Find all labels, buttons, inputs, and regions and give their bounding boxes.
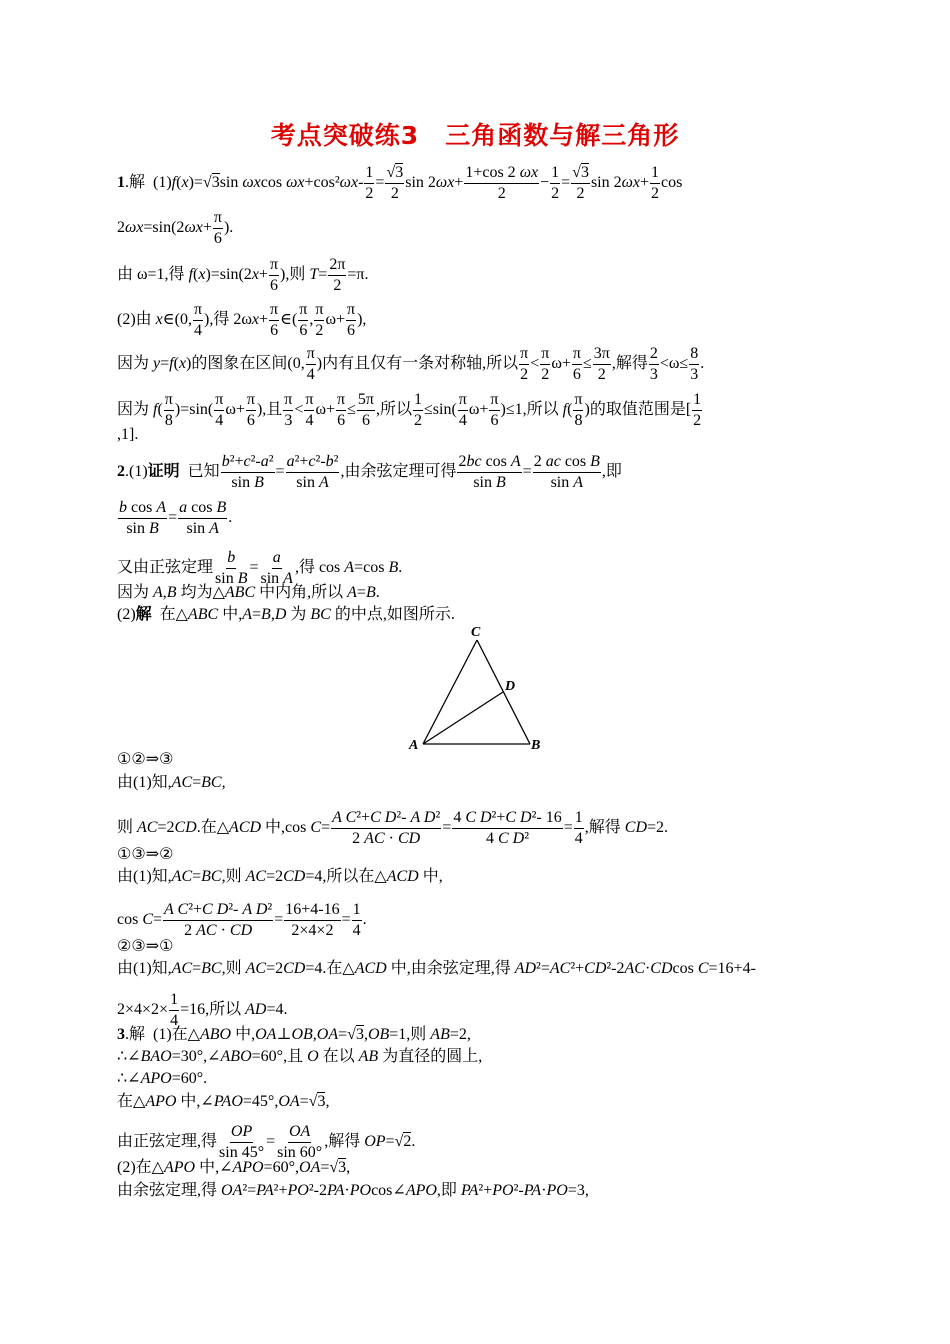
solution-1-line-4: (2)由 x∈(0, $\frac{\pi}{4}$ ),得 2ωx+ $\frac{\pi}{6}$ ∈( $\frac{\pi}{6}$ , $\frac{\pi}{2}$ ω+ $\frac{\pi}{6}$ ), bbox=[117, 301, 367, 339]
solution-3-line-7: 由余弦定理,得 OA²=PA²+PO²-2PA·POcos∠APO,即 PA²+PO²-PA·PO=3, bbox=[117, 1182, 589, 1199]
case-2-line-2: cos C= $\frac{\text{A C²+C D²- A D²}}{2 AC \cdot CD}$ = $\frac{16+4-16}{2\times 4\times 2}$ = $\frac{1}{4}$ . bbox=[117, 901, 367, 939]
solution-2-line-3: 又由正弦定理 $\frac{b}{\text{sin B}}$ = $\frac{a}{\text{sin A}}$ ,得 cos A=cos B. bbox=[117, 549, 403, 587]
label-B: B bbox=[531, 738, 541, 752]
case-3-line-1: 由(1)知,AC=BC,则 AC=2CD=4.在△ACD 中,由余弦定理,得 AD²=AC²+CD²-2AC·CDcos C=16+4- bbox=[117, 960, 756, 977]
solution-2-line-2: $\frac{\text{b cos A}}{\text{sin B}}$ = $\frac{\text{a cos B}}{\text{sin A}}$ . bbox=[119, 499, 233, 537]
label-D: D bbox=[505, 679, 516, 694]
label-C: C bbox=[471, 625, 481, 640]
solution-3-line-3: ∴∠APO=60°. bbox=[117, 1070, 208, 1087]
case-3-line-2: 2×4×2× $\frac{1}{4}$ =16,所以 AD=4. bbox=[117, 991, 288, 1029]
case-1-line-1: 由(1)知,AC=BC, bbox=[117, 774, 226, 791]
label-A: A bbox=[409, 738, 419, 752]
case-1-header: ①②⇒③ bbox=[117, 751, 174, 768]
side-BC bbox=[477, 640, 530, 744]
case-1-line-2: 则 AC=2CD.在△ACD 中,cos C= $\frac{\text{A C²+C D²- A D²}}{2 AC \cdot CD}$ = $\frac{\text{4 C D²+C D²- 16}}{\text{4 C D²}}$ = $\frac{1}{4}$ ,解得 CD=2. bbox=[117, 809, 669, 847]
segment-AD bbox=[423, 692, 503, 744]
case-2-header: ①③⇒② bbox=[117, 846, 174, 863]
solution-2-line-5: (2)解 在△ABC 中,A=B,D 为 BC 的中点,如图所示. bbox=[117, 606, 455, 623]
case-3-header: ②③⇒① bbox=[117, 938, 174, 955]
solution-1-line-6: 因为 f( $\frac{\pi}{8}$ )=sin( $\frac{\pi}{4}$ ω+ $\frac{\pi}{6}$ ),且 $\frac{\pi}{3}$ < $\frac{\pi}{4}$ ω+ $\frac{\pi}{6}$ ≤ $\frac{5\pi}{6}$ ,所以 $\frac{1}{2}$ ≤sin( $\frac{\pi}{4}$ ω+ $\frac{\pi}{6}$ )≤1,所以 f( $\frac{\pi}{8}$ )的取值范围是[ $\frac{1}{2}$ bbox=[117, 391, 702, 429]
solution-3-line-5: 由正弦定理,得 $\frac{OP}{\sin 45^\circ}$ = $\frac{OA}{\sin 60^\circ}$ ,解得 OP=√2. bbox=[117, 1123, 416, 1161]
solution-1-line-1: 1.解 (1)f(x)=√3sin ωxcos ωx+cos²ωx- $\frac{1}{2}$ = $\frac{√3}{2}$ sin 2ωx+ $\frac{1+\cos 2 \omega x}{2}$ − $\frac{1}{2}$ = $\frac{√3}{2}$ sin 2ωx+ $\frac{1}{2}$ cos bbox=[117, 164, 683, 202]
page-title: 考点突破练3 三角函数与解三角形 bbox=[270, 121, 680, 150]
solution-1-line-7: ,1]. bbox=[117, 426, 139, 443]
solution-2-line-1: 2.(1)证明 已知 $\frac{\text{b²+c²-a²}}{\text{sin B}}$ = $\frac{\text{a²+c²-b²}}{\text{sin A}}$ ,由余弦定理可得 $\frac{\text{2bc cos A}}{\text{sin B}}$ = $\frac{\text{2 ac cos B}}{\text{sin A}}$ ,即 bbox=[117, 453, 622, 491]
solution-3-line-1: 3.解 (1)在△ABO 中,OA⊥OB,OA=√3,OB=1,则 AB=2, bbox=[117, 1026, 471, 1043]
case-2-line-1: 由(1)知,AC=BC,则 AC=2CD=4,所以在△ACD 中, bbox=[117, 868, 443, 885]
solution-3-line-6: (2)在△APO 中,∠APO=60°,OA=√3, bbox=[117, 1159, 351, 1176]
solution-1-line-3: 由 ω=1,得 f(x)=sin(2x+ $\frac{\pi}{6}$ ),则 T= $\frac{2\pi}{2}$ =π. bbox=[117, 256, 369, 294]
solution-3-line-4: 在△APO 中,∠PAO=45°,OA=√3, bbox=[117, 1093, 330, 1110]
solution-1-line-2: 2ωx=sin(2ωx+ $\frac{\pi}{6}$ ). bbox=[117, 209, 234, 247]
solution-2-line-4: 因为 A,B 均为△ABC 中内角,所以 A=B. bbox=[117, 584, 380, 601]
side-AC bbox=[423, 640, 477, 744]
triangle-figure bbox=[405, 622, 555, 752]
solution-1-line-5: 因为 y=f(x)的图象在区间(0, $\frac{\pi}{4}$ )内有且仅有一条对称轴,所以 $\frac{\pi}{2}$ < $\frac{\pi}{2}$ ω+ $\frac{\pi}{6}$ ≤ $\frac{3\pi}{2}$ ,解得 $\frac{2}{3}$ <ω≤ $\frac{8}{3}$ . bbox=[117, 345, 705, 383]
solution-3-line-2: ∴∠BAO=30°,∠ABO=60°,且 O 在以 AB 为直径的圆上, bbox=[117, 1048, 483, 1065]
